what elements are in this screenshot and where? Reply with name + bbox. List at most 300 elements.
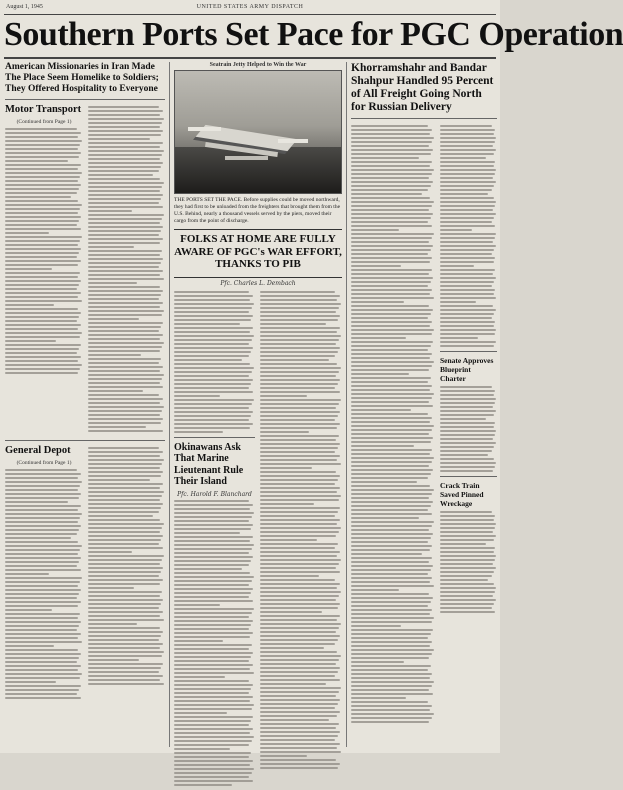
text-line (351, 357, 430, 359)
text-line (351, 541, 428, 543)
text-line (88, 527, 162, 529)
text-line (88, 110, 163, 112)
text-line (260, 327, 340, 329)
divider (440, 351, 497, 352)
text-line (5, 360, 78, 362)
text-line (440, 205, 495, 207)
text-line (88, 290, 163, 292)
article-body-lines (351, 125, 435, 723)
text-line (5, 324, 81, 326)
text-line (174, 744, 249, 746)
text-line (351, 249, 431, 251)
text-line (440, 305, 493, 307)
text-line (174, 672, 254, 674)
text-line (351, 617, 434, 619)
text-line (174, 351, 251, 353)
divider (351, 118, 497, 119)
text-line (5, 208, 80, 210)
text-line (174, 319, 251, 321)
text-line (351, 173, 432, 175)
text-line (174, 728, 253, 730)
text-line (174, 427, 250, 429)
text-line (174, 612, 252, 614)
text-line (351, 129, 432, 131)
text-line (174, 295, 253, 297)
text-line (260, 395, 307, 397)
text-line (174, 668, 250, 670)
text-line (260, 455, 340, 457)
text-line (88, 210, 132, 212)
text-line (174, 303, 254, 305)
text-line (174, 572, 250, 574)
text-line (174, 596, 249, 598)
text-line (174, 299, 250, 301)
text-line (351, 513, 432, 515)
text-line (5, 553, 78, 555)
text-line (88, 559, 162, 561)
text-line (351, 329, 434, 331)
text-line (5, 697, 81, 699)
text-line (88, 258, 163, 260)
text-line (351, 197, 430, 199)
text-line (174, 419, 249, 421)
text-line (5, 597, 77, 599)
text-line (440, 169, 496, 171)
text-line (440, 293, 494, 295)
text-line (5, 216, 81, 218)
text-line (88, 170, 159, 172)
text-line (5, 224, 77, 226)
text-line (5, 136, 78, 138)
text-line (174, 680, 249, 682)
photo-headline: Seatrain Jetty Helped to Win the War (209, 62, 307, 68)
text-line (260, 755, 307, 757)
text-line (5, 665, 81, 667)
text-line (174, 544, 254, 546)
text-line (351, 337, 406, 339)
text-line (440, 555, 496, 557)
text-line (88, 154, 162, 156)
left-column (5, 62, 165, 749)
article-body-lines (174, 291, 255, 433)
text-line (174, 532, 240, 534)
text-line (88, 214, 164, 216)
text-line (5, 292, 81, 294)
text-line (174, 664, 253, 666)
text-line (88, 198, 161, 200)
text-line (174, 764, 250, 766)
text-line (260, 575, 319, 577)
text-line (440, 265, 474, 267)
text-line (174, 540, 250, 542)
text-line (5, 577, 82, 579)
text-line (5, 372, 78, 374)
text-line (351, 485, 430, 487)
text-line (174, 363, 250, 365)
text-line (260, 583, 340, 585)
text-line (440, 426, 494, 428)
text-line (174, 359, 242, 361)
text-line (351, 693, 433, 695)
text-line (174, 375, 249, 377)
text-line (260, 603, 340, 605)
text-line (174, 423, 253, 425)
text-line (440, 406, 493, 408)
text-line (260, 375, 336, 377)
text-line (351, 445, 414, 447)
text-line (440, 317, 492, 319)
text-line (260, 571, 340, 573)
text-line (88, 254, 160, 256)
text-line (351, 349, 428, 351)
folks-at-home-banner (174, 229, 342, 278)
text-line (174, 383, 251, 385)
text-line (260, 339, 339, 341)
text-line (351, 229, 399, 231)
text-line (88, 515, 153, 517)
text-line (440, 257, 495, 259)
text-line (174, 640, 223, 642)
text-line (88, 519, 160, 521)
text-line (88, 278, 164, 280)
center-column (174, 62, 342, 749)
text-line (440, 583, 494, 585)
text-line (88, 531, 160, 533)
text-line (174, 716, 253, 718)
text-line (351, 509, 428, 511)
text-line (260, 707, 335, 709)
text-line (88, 671, 159, 673)
text-line (174, 600, 253, 602)
text-line (5, 240, 80, 242)
text-line (174, 347, 253, 349)
text-line (260, 503, 314, 505)
text-line (174, 403, 252, 405)
text-line (440, 466, 495, 468)
text-line (174, 311, 249, 313)
center-subcolumn-a (174, 289, 255, 790)
text-line (260, 387, 335, 389)
text-line (88, 286, 160, 288)
text-line (440, 446, 494, 448)
text-line (5, 481, 82, 483)
text-line (440, 249, 494, 251)
left-subcolumn-c (5, 445, 83, 703)
text-line (5, 168, 78, 170)
photo-ship (225, 156, 268, 160)
text-line (5, 569, 81, 571)
text-line (351, 629, 433, 631)
text-line (440, 213, 496, 215)
text-line (351, 141, 432, 143)
text-line (351, 449, 432, 451)
text-line (351, 521, 434, 523)
text-line (88, 222, 160, 224)
column-rule (346, 62, 347, 747)
text-line (351, 557, 432, 559)
text-line (440, 273, 493, 275)
text-line (174, 624, 251, 626)
text-line (174, 508, 250, 510)
text-line (88, 487, 160, 489)
text-line (5, 144, 80, 146)
text-line (440, 201, 496, 203)
text-line (88, 242, 160, 244)
text-line (260, 407, 336, 409)
text-line (440, 611, 495, 613)
text-line (351, 713, 434, 715)
text-line (260, 723, 339, 725)
text-line (440, 133, 494, 135)
text-line (88, 218, 162, 220)
text-line (351, 277, 433, 279)
text-line (260, 431, 309, 433)
text-line (5, 645, 54, 647)
text-line (88, 166, 161, 168)
text-line (351, 637, 428, 639)
text-line (260, 627, 339, 629)
text-line (5, 188, 79, 190)
text-line (351, 669, 428, 671)
text-line (88, 551, 132, 553)
text-line (88, 675, 163, 677)
text-line (260, 315, 340, 317)
text-line (260, 303, 341, 305)
text-line (174, 315, 253, 317)
text-line (5, 356, 81, 358)
text-line (260, 735, 338, 737)
text-line (88, 342, 164, 344)
text-line (5, 681, 56, 683)
text-line (351, 177, 429, 179)
text-line (5, 288, 77, 290)
text-line (351, 549, 430, 551)
text-line (351, 609, 432, 611)
article-body-lines (5, 128, 83, 374)
text-line (351, 453, 430, 455)
text-line (440, 394, 494, 396)
text-line (5, 613, 80, 615)
text-line (174, 776, 249, 778)
text-line (351, 537, 431, 539)
text-line (174, 431, 223, 433)
text-line (174, 736, 254, 738)
text-line (5, 200, 78, 202)
text-line (88, 382, 160, 384)
text-line (5, 621, 81, 623)
text-line (88, 455, 160, 457)
text-line (174, 415, 251, 417)
text-line (351, 625, 401, 627)
missionaries-headline: American Missionaries in Iran Made The Place Seem Homelike to Soldiers; They Offered Hospitality to Everyone (5, 62, 159, 94)
text-line (88, 178, 160, 180)
article-body-lines (440, 511, 497, 613)
text-line (88, 322, 163, 324)
text-line (260, 559, 341, 561)
text-line (88, 563, 160, 565)
text-line (260, 391, 340, 393)
text-line (88, 230, 161, 232)
text-line (351, 341, 433, 343)
text-line (88, 246, 134, 248)
text-line (440, 253, 492, 255)
text-line (88, 483, 163, 485)
article-body-lines (260, 291, 342, 769)
text-line (5, 132, 81, 134)
right-column (351, 62, 497, 749)
text-line (440, 209, 493, 211)
text-line (88, 398, 163, 400)
text-line (351, 149, 433, 151)
text-line (260, 551, 340, 553)
text-line (174, 588, 253, 590)
text-line (351, 321, 432, 323)
text-line (351, 593, 429, 595)
text-line (88, 346, 162, 348)
text-line (260, 747, 337, 749)
text-line (260, 411, 340, 413)
text-line (351, 501, 433, 503)
text-line (88, 599, 163, 601)
text-line (440, 149, 496, 151)
text-line (351, 641, 432, 643)
right-subcolumn-a (351, 123, 435, 727)
text-line (351, 145, 429, 147)
text-line (5, 336, 80, 338)
text-line (5, 521, 78, 523)
text-line (88, 306, 160, 308)
text-line (88, 186, 162, 188)
text-line (260, 491, 337, 493)
text-line (174, 564, 249, 566)
text-line (174, 584, 249, 586)
text-line (260, 635, 340, 637)
text-line (88, 627, 160, 629)
text-line (440, 337, 478, 339)
text-line (440, 281, 494, 283)
text-line (5, 617, 78, 619)
text-line (260, 423, 340, 425)
text-line (174, 331, 250, 333)
text-line (88, 507, 161, 509)
text-line (260, 367, 341, 369)
text-line (440, 329, 496, 331)
text-line (88, 130, 163, 132)
text-line (174, 708, 252, 710)
text-line (351, 137, 434, 139)
text-line (351, 169, 434, 171)
text-line (88, 619, 164, 621)
text-line (88, 651, 164, 653)
text-line (174, 339, 252, 341)
text-line (88, 378, 162, 380)
text-line (174, 520, 249, 522)
okinawans-byline: Pfc. Harold F. Blanchard (177, 490, 252, 498)
text-line (351, 553, 422, 555)
text-line (260, 591, 341, 593)
text-line (5, 565, 77, 567)
text-line (5, 573, 49, 575)
text-line (440, 145, 493, 147)
text-line (174, 732, 250, 734)
text-line (440, 173, 495, 175)
text-line (260, 599, 336, 601)
text-line (351, 313, 431, 315)
text-line (260, 535, 336, 537)
text-line (440, 595, 493, 597)
text-line (351, 285, 428, 287)
text-line (351, 273, 429, 275)
text-line (5, 689, 79, 691)
text-line (351, 649, 434, 651)
text-line (260, 639, 338, 641)
text-line (5, 192, 77, 194)
text-line (88, 603, 161, 605)
text-line (88, 591, 162, 593)
text-line (174, 391, 253, 393)
text-line (174, 407, 249, 409)
text-line (351, 585, 434, 587)
text-line (440, 297, 496, 299)
text-line (88, 298, 159, 300)
text-line (174, 323, 240, 325)
text-line (260, 751, 341, 753)
crack-train-headline: Crack Train Saved Pinned Wreckage (440, 481, 484, 508)
text-line (260, 527, 341, 529)
center-subcolumns (174, 289, 342, 790)
text-line (174, 616, 249, 618)
text-line (440, 567, 496, 569)
text-line (351, 165, 430, 167)
text-line (440, 591, 495, 593)
text-line (351, 245, 433, 247)
text-line (440, 402, 495, 404)
text-line (260, 763, 340, 765)
text-line (260, 343, 336, 345)
text-line (5, 140, 82, 142)
text-line (88, 310, 164, 312)
text-line (440, 511, 492, 513)
text-line (351, 361, 434, 363)
text-line (440, 607, 492, 609)
text-line (174, 608, 254, 610)
okinawans-headline: Okinawans Ask That Marine Lieutenant Rule Their Island (174, 441, 244, 487)
text-line (5, 513, 82, 515)
text-line (260, 331, 337, 333)
text-line (260, 711, 340, 713)
text-line (351, 653, 432, 655)
text-line (88, 639, 159, 641)
text-line (174, 512, 254, 514)
text-line (440, 261, 494, 263)
text-line (260, 671, 338, 673)
text-line (260, 291, 335, 293)
article-body-lines (88, 447, 165, 685)
text-line (174, 387, 249, 389)
text-line (440, 137, 496, 139)
text-line (88, 414, 160, 416)
text-line (440, 579, 488, 581)
text-line (88, 555, 164, 557)
text-line (174, 560, 251, 562)
text-line (5, 477, 78, 479)
text-line (88, 467, 160, 469)
text-line (351, 561, 429, 563)
text-line (88, 547, 163, 549)
text-line (440, 285, 492, 287)
text-line (351, 489, 434, 491)
text-line (174, 552, 249, 554)
